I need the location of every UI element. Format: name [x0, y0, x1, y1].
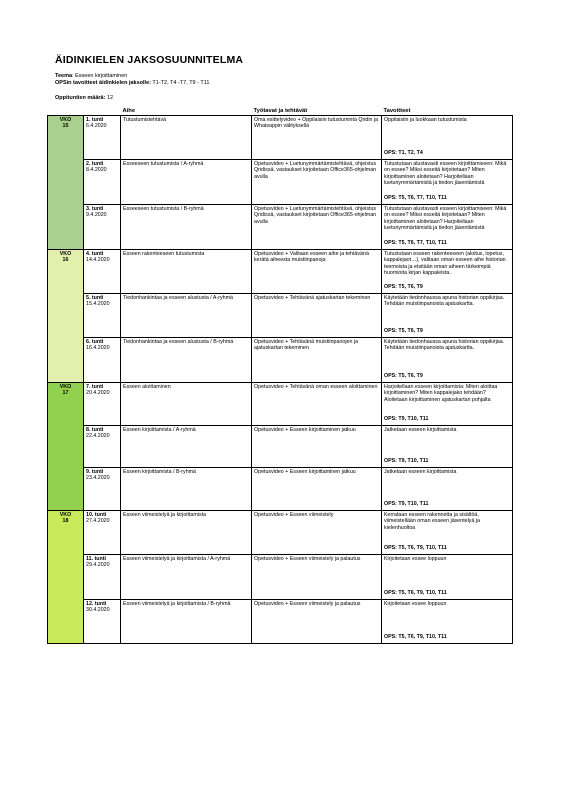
theme-label: Teema	[55, 73, 73, 79]
topic-cell: Esseen aloittaminen	[121, 383, 252, 426]
ops-goals: OPS: T5, T6, T7, T10, T11	[384, 195, 447, 201]
lesson-date: 20.4.2020	[86, 390, 110, 397]
goals-text: Kirjoitetaan essee loppuun	[384, 601, 447, 607]
week-number: 16	[62, 257, 69, 264]
lesson-date: 23.4.2020	[86, 475, 110, 482]
header-goals: Tavoitteet	[383, 108, 411, 114]
table-row	[48, 555, 513, 600]
tasks-cell: Oma esittelyvideo + Oppilaisiin tutustuminta Qridin ja Whatsappin välityksellä	[252, 116, 382, 160]
lesson-number: 12. tunti	[86, 601, 107, 607]
ops-label: OPSin tavoitteet äidinkielen jaksolle:	[55, 80, 151, 86]
ops-goals: OPS: T5, T6, T9, T10, T11	[384, 545, 447, 551]
lesson-date: 22.4.2020	[86, 433, 110, 440]
goals-text: Harjoitellaan esseen kirjoittamista: Miten aloittaa kirjoittaminen? Miten kappalejako tehdään? Aloitetaan kirjoittaminen ajatuskartan pohjalta	[384, 384, 498, 403]
tasks-cell: Opetusvideo + Esseen kirjoittaminen jatkuu	[252, 468, 382, 511]
goals-cell	[382, 250, 513, 294]
goals-cell	[382, 426, 513, 468]
goals-text: Kirjoitetaan essee loppuun	[384, 556, 447, 562]
week-cell	[48, 250, 84, 383]
lesson-number: 2. tunti	[86, 161, 104, 167]
topic-cell: Tutustumistehtävä	[121, 116, 252, 160]
ops-goals: OPS: T5, T6, T9	[384, 284, 423, 290]
goals-cell	[382, 294, 513, 338]
lesson-date: 9.4.2020	[86, 212, 107, 219]
goals-cell	[382, 116, 513, 160]
tasks-cell: Opetusvideo + Luetunymmärtämistehtävä, ohjeistus Qridissä, vastaukset kirjoitetaan Office365-ohjelman avulla	[252, 160, 382, 205]
tasks-cell: Opetusvideo + Luetunymmärtämistehtävä, ohjeistus Qridissä, vastaukset kirjoitetaan Office365-ohjelman avulla	[252, 205, 382, 250]
goals-cell	[382, 160, 513, 205]
lesson-date: 30.4.2020	[86, 607, 110, 614]
week-label: VKO	[59, 512, 72, 518]
ops-goals: OPS: T5, T6, T9, T10, T11	[384, 634, 447, 640]
lesson-cell	[84, 205, 121, 250]
lesson-date: 27.4.2020	[86, 518, 110, 525]
goals-cell	[382, 205, 513, 250]
goals-text: Jatketaan esseen kirjoittamista	[384, 427, 457, 433]
week-cell	[48, 383, 84, 511]
lesson-cell	[84, 250, 121, 294]
table-header-row	[48, 107, 513, 116]
goals-cell	[382, 468, 513, 511]
table-row	[48, 338, 513, 383]
ops-value: T1-T2, T4 -T7, T9 - T11	[150, 80, 210, 86]
ops-goals: OPS: T5, T6, T9	[384, 328, 423, 334]
table-row	[48, 511, 513, 555]
lesson-date: 8.4.2020	[86, 167, 107, 174]
week-cell	[48, 116, 84, 250]
header-tasks: Työtavat ja tehtävät	[253, 108, 308, 114]
lesson-cell	[84, 338, 121, 383]
lesson-date: 15.4.2020	[86, 301, 110, 308]
lesson-date: 6.4.2020	[86, 123, 107, 130]
lesson-cell	[84, 468, 121, 511]
tasks-cell: Opetusvideo + Tehtävänä ajatuskartan tekeminen	[252, 294, 382, 338]
ops-goals: OPS: T9, T10, T11	[384, 501, 429, 507]
table-row	[48, 383, 513, 426]
topic-cell: Esseeseen tutustumista / A-ryhmä	[121, 160, 252, 205]
topic-cell: Esseeseen tutustumista / B-ryhmä	[121, 205, 252, 250]
topic-cell: Esseen kirjoittamista / B-ryhmä	[121, 468, 252, 511]
page-title: ÄIDINKIELEN JAKSOSUUNNITELMA	[55, 54, 244, 66]
lesson-number: 8. tunti	[86, 427, 104, 433]
lesson-count-label: Oppituntien määrä:	[55, 95, 106, 101]
topic-cell: Esseen viimeistelyä ja kirjoittamista	[121, 511, 252, 555]
table-row	[48, 468, 513, 511]
header-topic: Aihe	[122, 108, 136, 114]
lesson-number: 4. tunti	[86, 251, 104, 257]
table-row	[48, 600, 513, 644]
lesson-cell	[84, 426, 121, 468]
goals-text: Tutustutaan esseen rakenteeseen (aloitus, lopetus, kappalejaot…), valitaan oman esseen aihe historian teemoista ja etsitään oman aiheen tärkeimpiä huomioita kirjan kappaleista.	[384, 251, 506, 276]
theme-line	[55, 73, 127, 80]
topic-cell: Esseen viimeistelyä ja kirjoittamista / B-ryhmä	[121, 600, 252, 644]
tasks-cell: Opetusvideo + Esseen viimeistely ja palautus	[252, 555, 382, 600]
goals-text: Käytetään tiedonhaussa apuna historian oppikirjaa. Tehdään muistiinpanoista ajatuskartta.	[384, 295, 505, 308]
lesson-number: 10. tunti	[86, 512, 107, 518]
ops-line	[55, 80, 209, 87]
topic-cell: Tiedonhankintaa ja esseen alustusta / B-ryhmä	[121, 338, 252, 383]
topic-cell: Esseen kirjoittamista / A-ryhmä	[121, 426, 252, 468]
lesson-number: 11. tunti	[86, 556, 107, 562]
lesson-cell	[84, 160, 121, 205]
goals-cell	[382, 338, 513, 383]
lesson-number: 6. tunti	[86, 339, 104, 345]
table-row	[48, 250, 513, 294]
table-row	[48, 294, 513, 338]
goals-cell	[382, 383, 513, 426]
lesson-number: 9. tunti	[86, 469, 104, 475]
ops-goals: OPS: T5, T6, T7, T10, T11	[384, 240, 447, 246]
lesson-cell	[84, 383, 121, 426]
week-label: VKO	[59, 251, 72, 257]
ops-goals: OPS: T5, T6, T9, T10, T11	[384, 590, 447, 596]
tasks-cell: Opetusvideo + Tehtävänä oman esseen aloittaminen	[252, 383, 382, 426]
lesson-cell	[84, 294, 121, 338]
ops-goals: OPS: T9, T10, T11	[384, 458, 429, 464]
goals-text: Tutustutaan alustavasti esseen kirjoittamiseen: Mikä on essee? Miksi esseitä kirjoitetaan? Miten kirjoittaminen aloitetaan? Harjoitellaan luetunymmärtämistä ja tiedon jäsentämistä	[384, 161, 507, 186]
week-cell	[48, 511, 84, 644]
plan-table	[47, 107, 513, 644]
goals-text: Jatketaan esseen kirjoittamista	[384, 469, 457, 475]
table-row	[48, 160, 513, 205]
lesson-number: 5. tunti	[86, 295, 104, 301]
lesson-cell	[84, 600, 121, 644]
table-row	[48, 116, 513, 160]
lesson-date: 14.4.2020	[86, 257, 110, 264]
theme-value: : Esseen kirjoittaminen	[72, 73, 128, 79]
lesson-count-line	[55, 95, 113, 102]
lesson-date: 29.4.2020	[86, 562, 110, 569]
goals-text: Tutustutaan alustavasti esseen kirjoittamiseen: Mikä on essee? Miksi esseitä kirjoitetaan? Miten kirjoittaminen aloitetaan? Harjoitellaan luetunymmärtämistä ja tiedon jäsentämistä	[384, 206, 507, 231]
lesson-cell	[84, 511, 121, 555]
lesson-number: 7. tunti	[86, 384, 104, 390]
topic-cell: Esseen viimeistelyä ja kirjoittamista / A-ryhmä	[121, 555, 252, 600]
topic-cell: Esseen rakenteeseen tutustumista	[121, 250, 252, 294]
goals-text: Oppilaisiin ja luokkaan tutustumista	[384, 117, 467, 123]
lesson-number: 3. tunti	[86, 206, 104, 212]
goals-cell	[382, 600, 513, 644]
lesson-cell	[84, 116, 121, 160]
week-number: 17	[62, 390, 69, 397]
week-number: 15	[62, 123, 69, 130]
goals-text: Käytetään tiedonhaussa apuna historian oppikirjaa. Tehdään muistiinpanoista ajatuskartta.	[384, 339, 505, 352]
lesson-number: 1. tunti	[86, 117, 104, 123]
topic-cell: Tiedonhankintaa ja esseen alustusta / A-ryhmä	[121, 294, 252, 338]
table-row	[48, 205, 513, 250]
table-row	[48, 426, 513, 468]
week-label: VKO	[59, 117, 72, 123]
week-number: 18	[62, 518, 69, 525]
tasks-cell: Opetusvideo + Esseen viimeistely ja palautus	[252, 600, 382, 644]
ops-goals: OPS: T9, T10, T11	[384, 416, 429, 422]
lesson-date: 16.4.2020	[86, 345, 110, 352]
ops-goals: OPS: T5, T6, T9	[384, 373, 423, 379]
lesson-cell	[84, 555, 121, 600]
tasks-cell: Opetusvideo + Valitaan esseen aihe ja tehtävänä kerätä aiheesta muistiinpanoja	[252, 250, 382, 294]
lesson-count-value: 12	[105, 95, 114, 101]
ops-goals: OPS: T1, T2, T4	[384, 150, 423, 156]
goals-cell	[382, 511, 513, 555]
week-label: VKO	[59, 384, 72, 390]
tasks-cell: Opetusvideo + Esseen viimeistely	[252, 511, 382, 555]
goals-cell	[382, 555, 513, 600]
tasks-cell: Opetusvideo + Esseen kirjoittaminen jatkuu	[252, 426, 382, 468]
goals-text: Kerrataan esseen rakennetta ja sisältöä, viimeistellään oman esseen jäsentelyä ja kielenhuoltoa	[384, 512, 480, 531]
tasks-cell: Opetusvideo + Tehtävänä muistiinpanojen ja ajatuskartan tekeminen	[252, 338, 382, 383]
